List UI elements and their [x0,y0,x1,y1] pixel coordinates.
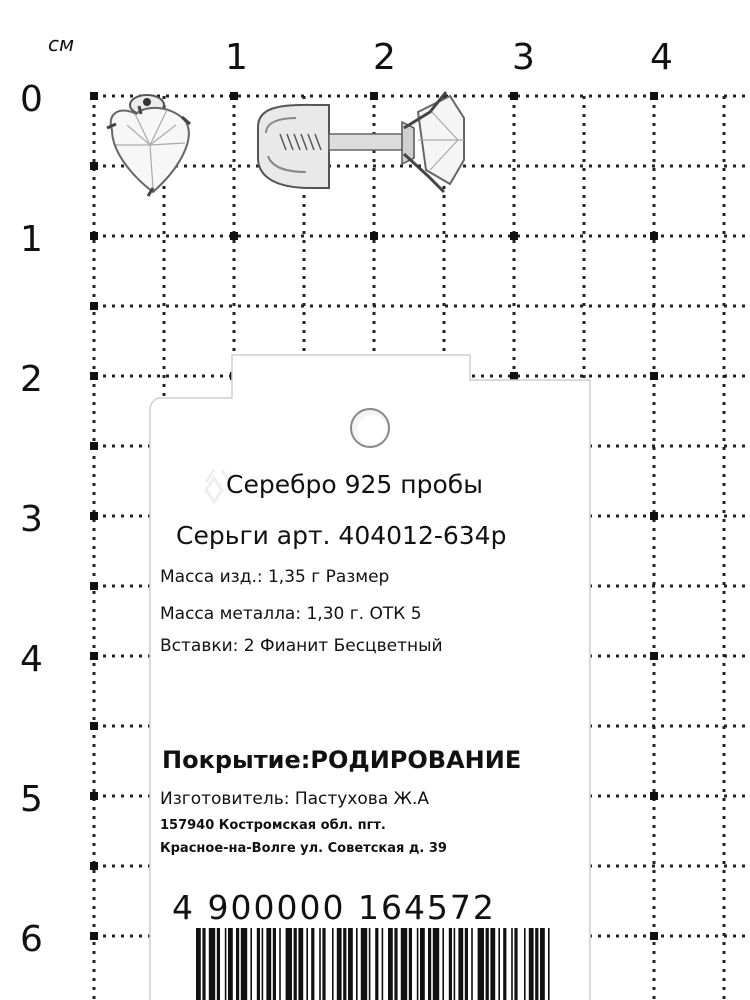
barcode-bar [202,928,205,1000]
grid-cm-marker [230,232,238,240]
barcode-bar [266,928,271,1000]
grid-edge-marker [90,442,98,450]
earring-side-view [258,92,464,192]
barcode-bar [225,928,227,1000]
barcode-bar [420,928,425,1000]
barcode-bar [217,928,220,1000]
tag-manufacturer: Изготовитель: Пастухова Ж.А [160,789,429,809]
barcode-bar [273,928,276,1000]
ruler-x-label: 3 [512,37,535,78]
barcode-bar [490,928,495,1000]
barcode-bar [343,928,346,1000]
grid-cm-marker [650,92,658,100]
tag-address-line: Красное-на-Волге ул. Советская д. 39 [160,841,447,856]
barcode-bar [503,928,506,1000]
barcode-bar [337,928,342,1000]
grid-edge-marker [90,862,98,870]
grid-cm-marker [370,92,378,100]
ruler-unit-label: см [48,32,75,56]
barcode-bar [529,928,534,1000]
grid-edge-marker [90,372,98,380]
barcode-bar [286,928,292,1000]
barcode-bar [458,928,463,1000]
grid-cm-marker [650,232,658,240]
grid-cm-marker [510,372,518,380]
ruler-y-label: 0 [20,79,43,120]
barcode-bar [465,928,468,1000]
barcode-bar [524,928,526,1000]
barcode-bar [498,928,500,1000]
barcode-bar [257,928,260,1000]
ruler-x-label: 2 [373,37,396,78]
barcode-bar [236,928,239,1000]
barcode-bar [298,928,303,1000]
ruler-y-label: 2 [20,359,43,400]
grid-cm-marker [650,792,658,800]
barcode-bar [209,928,215,1000]
ruler-y-label: 1 [20,219,43,260]
barcode-number: 4 900000 164572 [172,888,496,927]
grid-edge-marker [90,92,98,100]
barcode-bar [306,928,308,1000]
barcode-bar [361,928,367,1000]
barcode-bar [228,928,233,1000]
barcode-bar [535,928,538,1000]
barcode-bar [369,928,371,1000]
grid-edge-marker [90,582,98,590]
ruler-y-label: 4 [20,639,43,680]
grid-cm-marker [510,92,518,100]
barcode-bar [311,928,314,1000]
tag-article: Серьги арт. 404012-634р [176,521,507,550]
barcode-bar [322,928,325,1000]
barcode-bar [375,928,378,1000]
barcode-bar [409,928,412,1000]
grid-edge-marker [90,722,98,730]
barcode-bar [540,928,545,1000]
barcode-bar [294,928,297,1000]
barcode-bar [548,928,550,1000]
grid-edge-marker [90,162,98,170]
ruler-x-label: 1 [225,37,248,78]
tag-inserts: Вставки: 2 Фианит Бесцветный [160,636,443,656]
barcode-bar [514,928,517,1000]
barcode-bar [262,928,264,1000]
barcode-bar [382,928,384,1000]
ruler-y-label: 6 [20,919,43,960]
grid-cm-marker [370,232,378,240]
tag-mass-metal: Масса металла: 1,30 г. ОТК 5 [160,604,422,624]
ruler-y-label: 3 [20,499,43,540]
grid-edge-marker [90,232,98,240]
barcode-bar [433,928,439,1000]
barcode-bar [356,928,358,1000]
barcode-bar [478,928,484,1000]
earring-front-view [107,95,190,196]
tag-address-line: 157940 Костромская обл. пгт. [160,818,386,833]
grid-edge-marker [90,792,98,800]
grid-edge-marker [90,512,98,520]
grid-edge-marker [90,302,98,310]
grid-cm-marker [230,92,238,100]
ruler-x-label: 4 [650,37,673,78]
grid-edge-marker [90,652,98,660]
tag-title: Серебро 925 пробы [226,470,483,499]
barcode-bar [250,928,252,1000]
barcode-bar [442,928,444,1000]
barcode-bar [449,928,452,1000]
grid-cm-marker [650,652,658,660]
tag-mass-item: Масса изд.: 1,35 г Размер [160,567,390,587]
barcode-bar [394,928,397,1000]
ruler-y-label: 5 [20,779,43,820]
barcode-bar [417,928,419,1000]
tag-coating: Покрытие:РОДИРОВАНИЕ [162,746,522,774]
grid-cm-marker [650,932,658,940]
grid-cm-marker [650,372,658,380]
barcode-bar [454,928,456,1000]
barcode-bar [196,928,201,1000]
barcode-bar [388,928,393,1000]
barcode-bar [428,928,431,1000]
barcode-bar [241,928,247,1000]
barcode-bar [471,928,473,1000]
barcode-bar [319,928,321,1000]
barcode-bar [279,928,281,1000]
barcode-bar [332,928,334,1000]
grid-cm-marker [510,232,518,240]
barcode-bar [401,928,407,1000]
barcode-bar [486,928,489,1000]
barcode-bar [348,928,353,1000]
grid-edge-marker [90,932,98,940]
grid-cm-marker [650,512,658,520]
barcode-bar [511,928,513,1000]
